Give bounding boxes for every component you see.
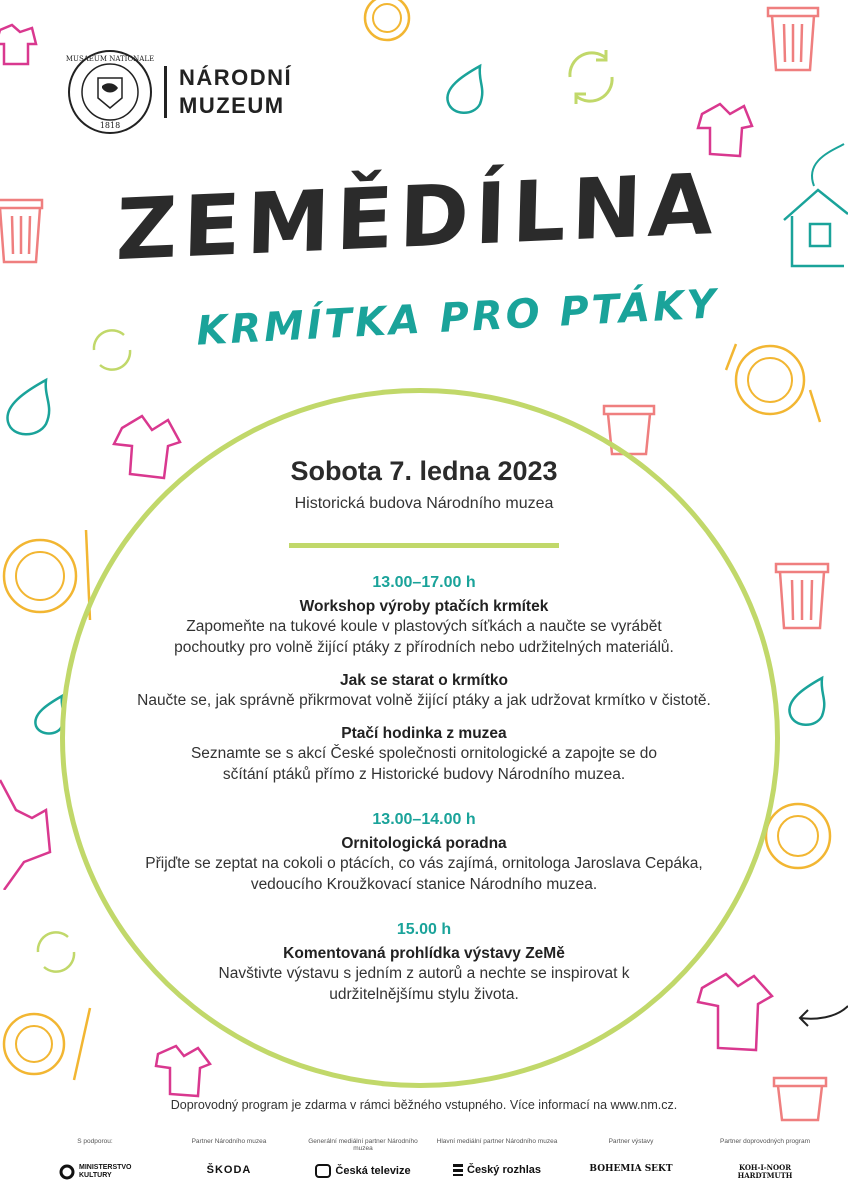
program-item-desc: Seznamte se s akcí České společnosti ornitologické a zapojte se do sčítání ptáků přímo z Historické budovy Národního muzea.	[190, 745, 658, 783]
program-item-desc: Zapomeňte na tukové koule v plastových síťkách a naučte se vyrábět pochoutky pro volně žijící ptáky z přírodních nebo udržitelných materiálů.	[174, 618, 674, 656]
partner-cesky-rozhlas[interactable]	[432, 1138, 562, 1180]
partner-label: Partner výstavy	[608, 1138, 654, 1145]
partner-label: S podporou:	[77, 1138, 113, 1145]
tshirt-icon	[0, 20, 40, 70]
partner-logo: ŠKODA	[206, 1164, 252, 1176]
cro-logo-icon	[453, 1164, 463, 1176]
partner-skoda[interactable]	[164, 1138, 294, 1180]
museum-name	[179, 64, 292, 120]
ct-logo-icon	[315, 1164, 331, 1178]
program-item-title: Ptačí hodinka z muzea	[341, 725, 507, 742]
museum-seal-icon	[66, 48, 154, 136]
partner-bohemia-sekt[interactable]	[566, 1138, 696, 1180]
plate-icon	[0, 1000, 104, 1084]
recycle-icon	[28, 924, 84, 980]
program-item-title: Workshop výroby ptačích krmítek	[299, 598, 549, 615]
program-time: 13.00–14.00 h	[372, 811, 476, 828]
program-item-desc: Naučte se, jak správně přikrmovat volně žijící ptáky a jak udržovat krmítko v čistotě.	[137, 692, 711, 709]
trash-bin-icon	[770, 554, 836, 634]
program-time: 13.00–17.00 h	[372, 574, 476, 591]
partner-label: Partner doprovodných program	[720, 1138, 810, 1145]
water-drop-icon	[440, 60, 490, 120]
program-item-desc: Přijďte se zeptat na cokoli o ptácích, co vás zajímá, ornitologa Jaroslava Cepáka, vedoucího Kroužkovací stanice Národního muzea.	[145, 855, 703, 893]
museum-name-line1: NÁRODNÍ	[179, 65, 293, 90]
footer-note: Doprovodný program je zdarma v rámci běžného vstupného. Více informací na www.nm.cz.	[170, 1098, 678, 1112]
program-item-desc: Navštivte výstavu s jedním z autorů a nechte se inspirovat k udržitelnějšímu stylu života.	[218, 965, 630, 1003]
divider	[289, 543, 559, 548]
ministry-logo-icon	[59, 1164, 75, 1180]
program-item	[110, 598, 738, 658]
program-item-title: Jak se starat o krmítko	[339, 672, 508, 689]
program-time: 15.00 h	[396, 921, 452, 938]
event-date: Sobota 7. ledna 2023	[290, 456, 558, 486]
event-content	[110, 456, 738, 1019]
program-item-title: Ornitologická poradna	[341, 835, 507, 852]
plate-icon	[352, 0, 422, 50]
trash-bin-icon	[758, 0, 828, 76]
partners-bar	[30, 1138, 830, 1180]
partner-label: Generální mediální partner Národního muzea	[308, 1138, 418, 1152]
program-block	[110, 574, 738, 785]
program-block	[110, 921, 738, 1005]
house-icon	[774, 140, 848, 280]
program-item	[110, 945, 738, 1005]
tshirt-icon	[150, 1040, 220, 1100]
partner-logo: BOHEMIA SEKT	[589, 1164, 673, 1174]
partner-label: Partner Národního muzea	[191, 1138, 267, 1145]
program-item	[110, 835, 738, 895]
program-block	[110, 811, 738, 895]
tshirt-icon	[0, 770, 58, 890]
water-drop-icon	[782, 672, 832, 732]
partner-logo: Český rozhlas	[432, 1164, 562, 1176]
trash-bin-icon	[0, 190, 52, 270]
logo-divider	[164, 66, 167, 118]
arrow-icon	[796, 994, 848, 1034]
program-item	[110, 725, 738, 785]
partner-logo: MINISTERSTVO KULTURY	[30, 1164, 160, 1180]
water-drop-icon	[0, 376, 56, 440]
program-item-title: Komentovaná prohlídka výstavy ZeMě	[283, 945, 565, 962]
partner-koh-i-noor[interactable]	[700, 1138, 830, 1180]
event-venue: Historická budova Národního muzea	[294, 495, 554, 512]
recycle-icon	[84, 322, 140, 378]
svg-text:MUSAEUM NATIONALE: MUSAEUM NATIONALE	[66, 55, 154, 63]
plate-icon	[716, 330, 826, 430]
partner-ministry[interactable]	[30, 1138, 160, 1180]
partner-logo: KOH-I-NOOR HARDTMUTH	[737, 1163, 793, 1180]
partner-label: Hlavní mediální partner Národního muzea	[436, 1138, 558, 1145]
program-item	[110, 672, 738, 711]
page-subtitle: KRMÍTKA PRO PTÁKY	[195, 281, 720, 355]
museum-logo[interactable]	[66, 46, 316, 138]
partner-ceska-televize[interactable]	[298, 1138, 428, 1180]
svg-text:1818: 1818	[99, 121, 121, 130]
page-title: ZEMĚDÍLNA	[114, 154, 721, 280]
recycle-icon	[556, 42, 626, 112]
museum-name-line2: MUZEUM	[179, 93, 285, 118]
partner-logo: Česká televize	[298, 1164, 428, 1178]
